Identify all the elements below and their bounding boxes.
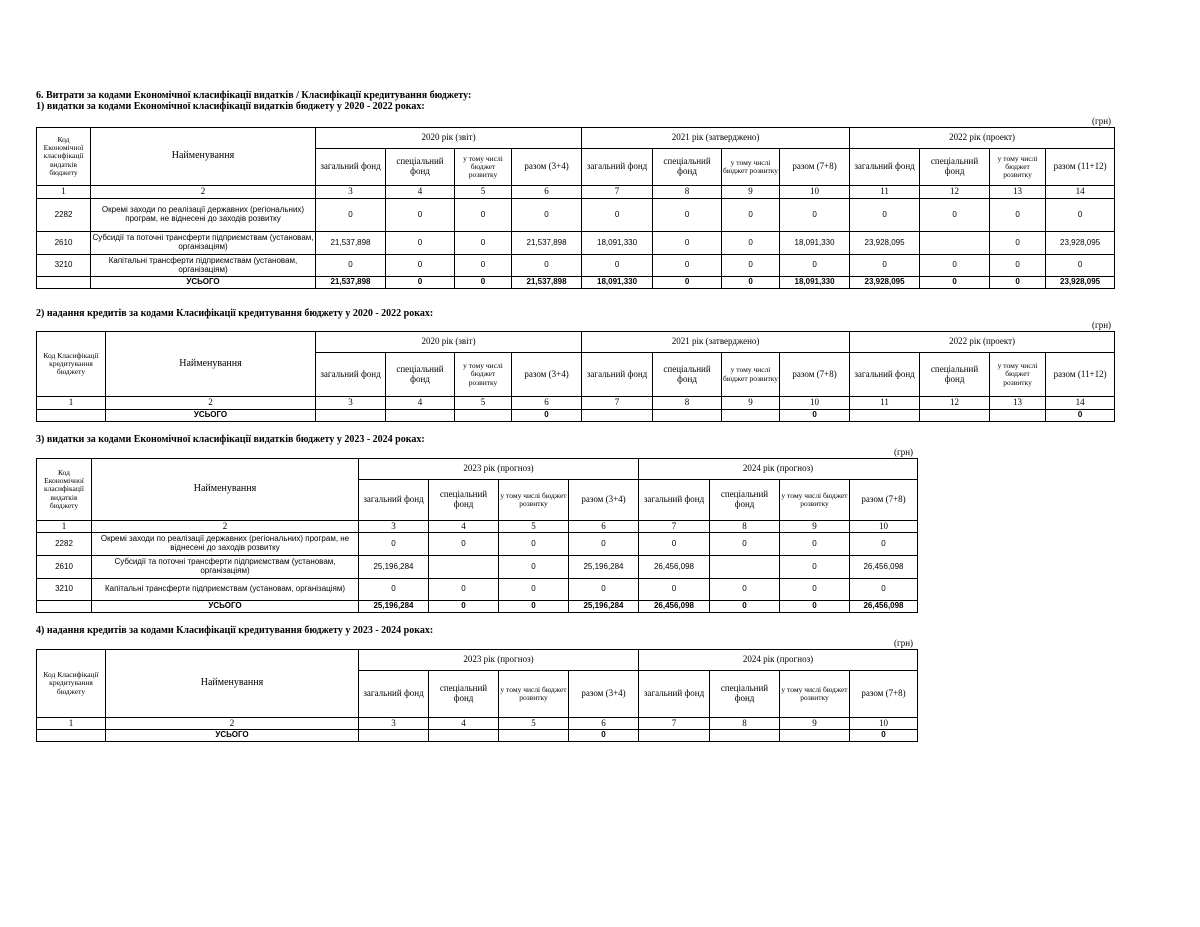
column-number: 9 (722, 186, 780, 199)
subheader: спеціальний фонд (429, 671, 499, 718)
code-header: Код Економічної класифікації видатків бюджету (37, 459, 92, 521)
subheader: у тому числі бюджет розвитку (722, 353, 780, 397)
row-name: Субсидії та поточні трансферти підприємствам (установам, організаціям) (91, 232, 316, 255)
column-number: 10 (780, 186, 850, 199)
total-cell (639, 730, 710, 742)
subheader: спеціальний фонд (386, 149, 455, 186)
cell (37, 601, 92, 613)
column-number: 1 (37, 521, 92, 533)
column-number: 10 (850, 718, 918, 730)
subheader: загальний фонд (359, 480, 429, 521)
year-header: 2021 рік (затверджено) (582, 332, 850, 353)
subheader: спеціальний фонд (653, 149, 722, 186)
year-header: 2020 рік (звіт) (316, 332, 582, 353)
cell: 0 (512, 199, 582, 232)
table-row (37, 556, 918, 579)
table-row (37, 232, 1115, 255)
column-number: 7 (582, 397, 653, 410)
column-number: 9 (780, 718, 850, 730)
cell: 0 (990, 199, 1046, 232)
subheader: у тому числі бюджет розвитку (455, 149, 512, 186)
table2-unit: (грн) (1092, 320, 1112, 330)
code-header: Код Класифікації кредитування бюджету (37, 650, 106, 718)
row-code: 2282 (37, 533, 92, 556)
code-header: Код Класифікації кредитування бюджету (37, 332, 106, 397)
cell: 0 (359, 533, 429, 556)
total-row (37, 410, 1115, 422)
year-header: 2022 рік (проект) (850, 128, 1115, 149)
total-cell (990, 410, 1046, 422)
total-label: УСЬОГО (92, 601, 359, 613)
subheader: спеціальний фонд (920, 353, 990, 397)
subheader: у тому числі бюджет розвитку (780, 480, 850, 521)
cell (710, 556, 780, 579)
cell: 0 (386, 255, 455, 277)
total-cell: 0 (990, 277, 1046, 289)
column-number: 4 (386, 397, 455, 410)
column-number: 1 (37, 718, 106, 730)
total-cell (455, 410, 512, 422)
cell: 0 (780, 255, 850, 277)
cell: 0 (722, 199, 780, 232)
subheader: спеціальний фонд (710, 671, 780, 718)
subheader: разом (7+8) (850, 671, 918, 718)
cell: 0 (780, 556, 850, 579)
subheader: загальний фонд (639, 671, 710, 718)
cell: 0 (499, 579, 569, 601)
cell: 0 (386, 199, 455, 232)
cell: 18,091,330 (582, 232, 653, 255)
column-number: 8 (710, 521, 780, 533)
table3-unit: (грн) (894, 447, 914, 457)
expenses-table-2023-2024 (36, 458, 918, 613)
year-header: 2022 рік (проект) (850, 332, 1115, 353)
subheader: загальний фонд (582, 353, 653, 397)
subheader: загальний фонд (359, 671, 429, 718)
column-number: 3 (316, 397, 386, 410)
code-header: Код Економічної класифікації видатків бюджету (37, 128, 91, 186)
cell (37, 410, 106, 422)
subheader: у тому числі бюджет розвитку (499, 671, 569, 718)
year-header: 2021 рік (затверджено) (582, 128, 850, 149)
cell: 0 (722, 255, 780, 277)
cell: 0 (920, 255, 990, 277)
row-name: Окремі заходи по реалізації державних (регіональних) програм, не віднесені до заходів розвитку (92, 533, 359, 556)
expenses-table-2020-2022 (36, 127, 1115, 289)
total-cell: 0 (780, 410, 850, 422)
table2-title: 2) надання кредитів за кодами Класифікації кредитування бюджету у 2020 - 2022 роках: (36, 308, 434, 319)
year-header: 2024 рік (прогноз) (639, 459, 918, 480)
cell: 0 (1046, 199, 1115, 232)
column-number: 12 (920, 397, 990, 410)
cell: 0 (850, 579, 918, 601)
column-number: 13 (990, 397, 1046, 410)
subheader: спеціальний фонд (653, 353, 722, 397)
column-number: 6 (569, 718, 639, 730)
cell: 0 (710, 579, 780, 601)
total-cell (850, 410, 920, 422)
column-number: 3 (359, 718, 429, 730)
total-cell: 25,196,284 (359, 601, 429, 613)
column-number: 10 (850, 521, 918, 533)
total-cell: 21,537,898 (316, 277, 386, 289)
subheader: разом (7+8) (850, 480, 918, 521)
column-number: 14 (1046, 186, 1115, 199)
column-number: 2 (106, 718, 359, 730)
total-row (37, 277, 1115, 289)
row-code: 3210 (37, 255, 91, 277)
total-cell (386, 410, 455, 422)
column-number: 5 (499, 521, 569, 533)
subheader: разом (7+8) (780, 353, 850, 397)
column-number: 7 (639, 521, 710, 533)
column-number: 8 (710, 718, 780, 730)
cell: 0 (316, 255, 386, 277)
total-cell: 23,928,095 (1046, 277, 1115, 289)
column-number: 13 (990, 186, 1046, 199)
row-code: 2610 (37, 232, 91, 255)
subheader: разом (3+4) (512, 353, 582, 397)
total-label: УСЬОГО (106, 730, 359, 742)
subheader: загальний фонд (582, 149, 653, 186)
column-number: 4 (386, 186, 455, 199)
column-number: 7 (582, 186, 653, 199)
total-cell (780, 730, 850, 742)
total-cell: 0 (512, 410, 582, 422)
subheader: разом (7+8) (780, 149, 850, 186)
subheader: спеціальний фонд (386, 353, 455, 397)
column-number: 4 (429, 521, 499, 533)
total-cell (710, 730, 780, 742)
subheader: у тому числі бюджет розвитку (990, 149, 1046, 186)
total-label: УСЬОГО (106, 410, 316, 422)
cell: 0 (316, 199, 386, 232)
credits-table-2023-2024 (36, 649, 918, 742)
total-cell (316, 410, 386, 422)
cell: 0 (512, 255, 582, 277)
column-number: 2 (91, 186, 316, 199)
subheader: загальний фонд (850, 149, 920, 186)
subheader: спеціальний фонд (429, 480, 499, 521)
cell: 0 (780, 533, 850, 556)
row-code: 2610 (37, 556, 92, 579)
total-cell: 26,456,098 (639, 601, 710, 613)
cell: 25,196,284 (359, 556, 429, 579)
column-number: 10 (780, 397, 850, 410)
cell: 0 (850, 255, 920, 277)
subheader: спеціальний фонд (920, 149, 990, 186)
column-number: 3 (316, 186, 386, 199)
total-cell: 18,091,330 (780, 277, 850, 289)
subheader: разом (11+12) (1046, 353, 1115, 397)
column-number: 11 (850, 397, 920, 410)
total-cell: 23,928,095 (850, 277, 920, 289)
name-header: Найменування (106, 332, 316, 397)
subheader: разом (3+4) (569, 671, 639, 718)
subheader: у тому числі бюджет розвитку (455, 353, 512, 397)
total-cell: 0 (386, 277, 455, 289)
total-cell: 0 (780, 601, 850, 613)
total-label: УСЬОГО (91, 277, 316, 289)
column-number: 12 (920, 186, 990, 199)
total-cell: 0 (653, 277, 722, 289)
column-number: 5 (499, 718, 569, 730)
column-number: 3 (359, 521, 429, 533)
cell: 0 (582, 255, 653, 277)
name-header: Найменування (106, 650, 359, 718)
total-cell (429, 730, 499, 742)
total-cell: 0 (710, 601, 780, 613)
cell: 0 (722, 232, 780, 255)
cell: 23,928,095 (850, 232, 920, 255)
table4-unit: (грн) (894, 638, 914, 648)
cell (37, 277, 91, 289)
subheader: загальний фонд (639, 480, 710, 521)
total-cell: 0 (1046, 410, 1115, 422)
subheader: разом (3+4) (512, 149, 582, 186)
total-cell (653, 410, 722, 422)
cell: 26,456,098 (639, 556, 710, 579)
total-cell: 0 (455, 277, 512, 289)
cell: 0 (850, 199, 920, 232)
row-name: Капітальні трансферти підприємствам (установам, організаціям) (91, 255, 316, 277)
column-number: 2 (106, 397, 316, 410)
year-header: 2024 рік (прогноз) (639, 650, 918, 671)
cell: 0 (920, 199, 990, 232)
column-number: 8 (653, 397, 722, 410)
cell: 0 (990, 255, 1046, 277)
cell: 0 (780, 199, 850, 232)
subheader: у тому числі бюджет розвитку (990, 353, 1046, 397)
table1-unit: (грн) (1092, 116, 1112, 126)
cell: 0 (639, 579, 710, 601)
total-cell (359, 730, 429, 742)
column-number: 4 (429, 718, 499, 730)
cell (37, 730, 106, 742)
subheader: загальний фонд (316, 353, 386, 397)
cell: 0 (990, 232, 1046, 255)
total-cell: 26,456,098 (850, 601, 918, 613)
cell: 0 (582, 199, 653, 232)
column-number: 2 (92, 521, 359, 533)
column-number: 11 (850, 186, 920, 199)
cell: 0 (386, 232, 455, 255)
total-cell (499, 730, 569, 742)
table-row (37, 579, 918, 601)
table-row (37, 255, 1115, 277)
cell: 0 (569, 533, 639, 556)
cell: 21,537,898 (512, 232, 582, 255)
column-number: 6 (512, 186, 582, 199)
cell: 0 (1046, 255, 1115, 277)
row-code: 2282 (37, 199, 91, 232)
name-header: Найменування (91, 128, 316, 186)
total-cell: 0 (722, 277, 780, 289)
column-number: 5 (455, 397, 512, 410)
total-cell (582, 410, 653, 422)
subheader: загальний фонд (316, 149, 386, 186)
credits-table-2020-2022 (36, 331, 1115, 422)
table-row (37, 199, 1115, 232)
subheader: у тому числі бюджет розвитку (722, 149, 780, 186)
cell: 0 (569, 579, 639, 601)
subheader: разом (3+4) (569, 480, 639, 521)
cell: 0 (455, 255, 512, 277)
column-number: 6 (569, 521, 639, 533)
column-number: 9 (780, 521, 850, 533)
total-cell: 0 (920, 277, 990, 289)
total-cell (920, 410, 990, 422)
row-code: 3210 (37, 579, 92, 601)
cell: 0 (780, 579, 850, 601)
column-number: 8 (653, 186, 722, 199)
section-title: 6. Витрати за кодами Економічної класифікації видатків / Класифікації кредитування бюджету: (36, 90, 472, 101)
cell: 0 (653, 232, 722, 255)
subheader: загальний фонд (850, 353, 920, 397)
total-cell: 21,537,898 (512, 277, 582, 289)
subheader: у тому числі бюджет розвитку (780, 671, 850, 718)
cell: 0 (639, 533, 710, 556)
cell: 25,196,284 (569, 556, 639, 579)
column-number: 5 (455, 186, 512, 199)
column-number: 6 (512, 397, 582, 410)
column-number: 14 (1046, 397, 1115, 410)
cell: 0 (653, 199, 722, 232)
cell: 0 (850, 533, 918, 556)
cell: 0 (710, 533, 780, 556)
table1-title: 1) видатки за кодами Економічної класифікації видатків бюджету у 2020 - 2022 роках: (36, 101, 425, 112)
cell: 18,091,330 (780, 232, 850, 255)
cell: 26,456,098 (850, 556, 918, 579)
total-cell: 0 (499, 601, 569, 613)
total-row (37, 730, 918, 742)
total-cell (722, 410, 780, 422)
total-cell: 18,091,330 (582, 277, 653, 289)
cell: 0 (429, 533, 499, 556)
column-number: 9 (722, 397, 780, 410)
cell: 0 (499, 556, 569, 579)
cell: 0 (429, 579, 499, 601)
cell: 0 (455, 199, 512, 232)
cell: 0 (499, 533, 569, 556)
cell: 21,537,898 (316, 232, 386, 255)
column-number: 1 (37, 397, 106, 410)
cell: 0 (359, 579, 429, 601)
total-row (37, 601, 918, 613)
subheader: разом (11+12) (1046, 149, 1115, 186)
cell (920, 232, 990, 255)
table3-title: 3) видатки за кодами Економічної класифікації видатків бюджету у 2023 - 2024 роках: (36, 434, 425, 445)
cell: 23,928,095 (1046, 232, 1115, 255)
name-header: Найменування (92, 459, 359, 521)
total-cell: 0 (429, 601, 499, 613)
subheader: у тому числі бюджет розвитку (499, 480, 569, 521)
year-header: 2023 рік (прогноз) (359, 650, 639, 671)
row-name: Капітальні трансферти підприємствам (установам, організаціям) (92, 579, 359, 601)
total-cell: 0 (850, 730, 918, 742)
subheader: спеціальний фонд (710, 480, 780, 521)
table-row (37, 533, 918, 556)
year-header: 2020 рік (звіт) (316, 128, 582, 149)
cell (429, 556, 499, 579)
cell: 0 (653, 255, 722, 277)
total-cell: 0 (569, 730, 639, 742)
year-header: 2023 рік (прогноз) (359, 459, 639, 480)
column-number: 1 (37, 186, 91, 199)
total-cell: 25,196,284 (569, 601, 639, 613)
table4-title: 4) надання кредитів за кодами Класифікації кредитування бюджету у 2023 - 2024 роках: (36, 625, 434, 636)
column-number: 7 (639, 718, 710, 730)
row-name: Субсидії та поточні трансферти підприємствам (установам, організаціям) (92, 556, 359, 579)
row-name: Окремі заходи по реалізації державних (регіональних) програм, не віднесені до заходів розвитку (91, 199, 316, 232)
cell: 0 (455, 232, 512, 255)
